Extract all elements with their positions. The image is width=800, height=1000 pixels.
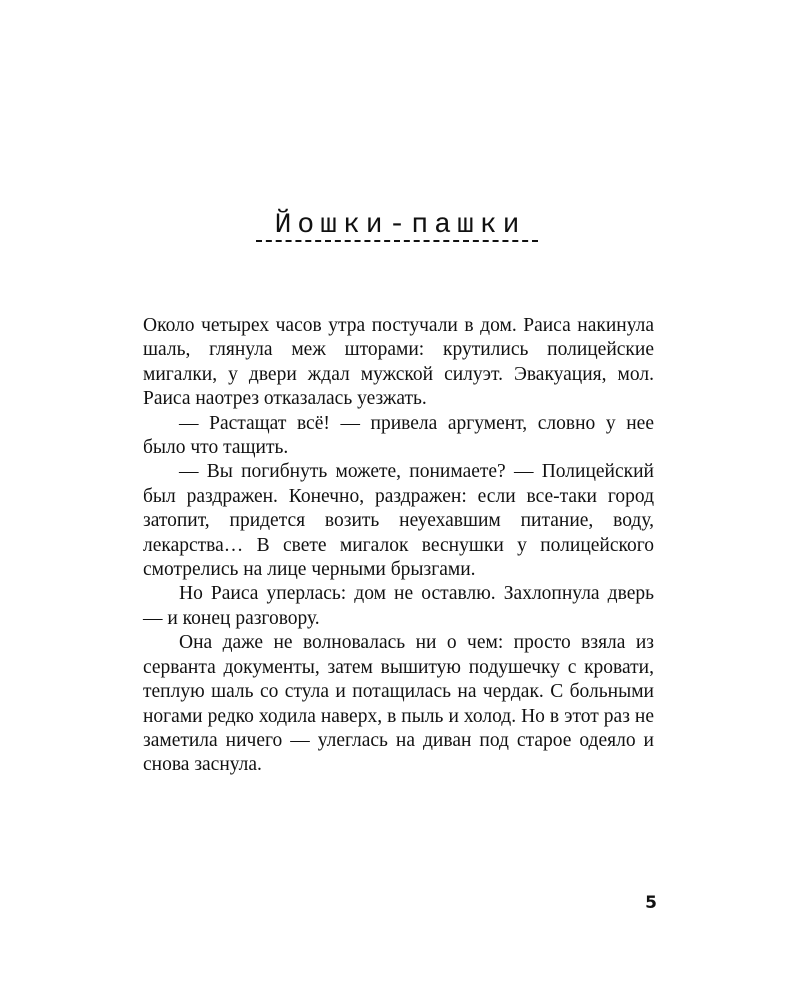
chapter-title: Йошки-пашки	[274, 210, 526, 241]
body-text	[143, 314, 654, 778]
paragraph-3: — Вы погибнуть можете, понимаете? — Полицейский был раздражен. Конечно, раздражен: если все-таки город затопит, придется возить неуехавшим питание, воду, лекарства… В свете мигалок веснушки у полицейского смотрелись на лице черными брызгами.	[143, 461, 654, 581]
title-dashed-underline	[256, 240, 538, 242]
page-number: 5	[645, 893, 657, 913]
paragraph-1: Около четырех часов утра постучали в дом. Раиса накинула шаль, глянула меж шторами: крутились полицейские мигалки, у двери ждал мужской силуэт. Эвакуация, мол. Раиса наотрез отказалась уезжать.	[143, 315, 654, 410]
paragraph-4: Но Раиса уперлась: дом не оставлю. Захлопнула дверь — и конец разговору.	[143, 583, 654, 629]
paragraph-2: — Растащат всё! — привела аргумент, словно у нее было что тащить.	[143, 412, 654, 459]
paragraph-5: Она даже не волновалась ни о чем: просто взяла из серванта документы, затем вышитую подушечку с кровати, теплую шаль со стула и потащилась на чердак. С больными ногами редко ходила наверх, в пыль и холод. Но в этот раз не заметила ничего — улеглась на диван под старое одеяло и снова заснула.	[143, 632, 654, 776]
